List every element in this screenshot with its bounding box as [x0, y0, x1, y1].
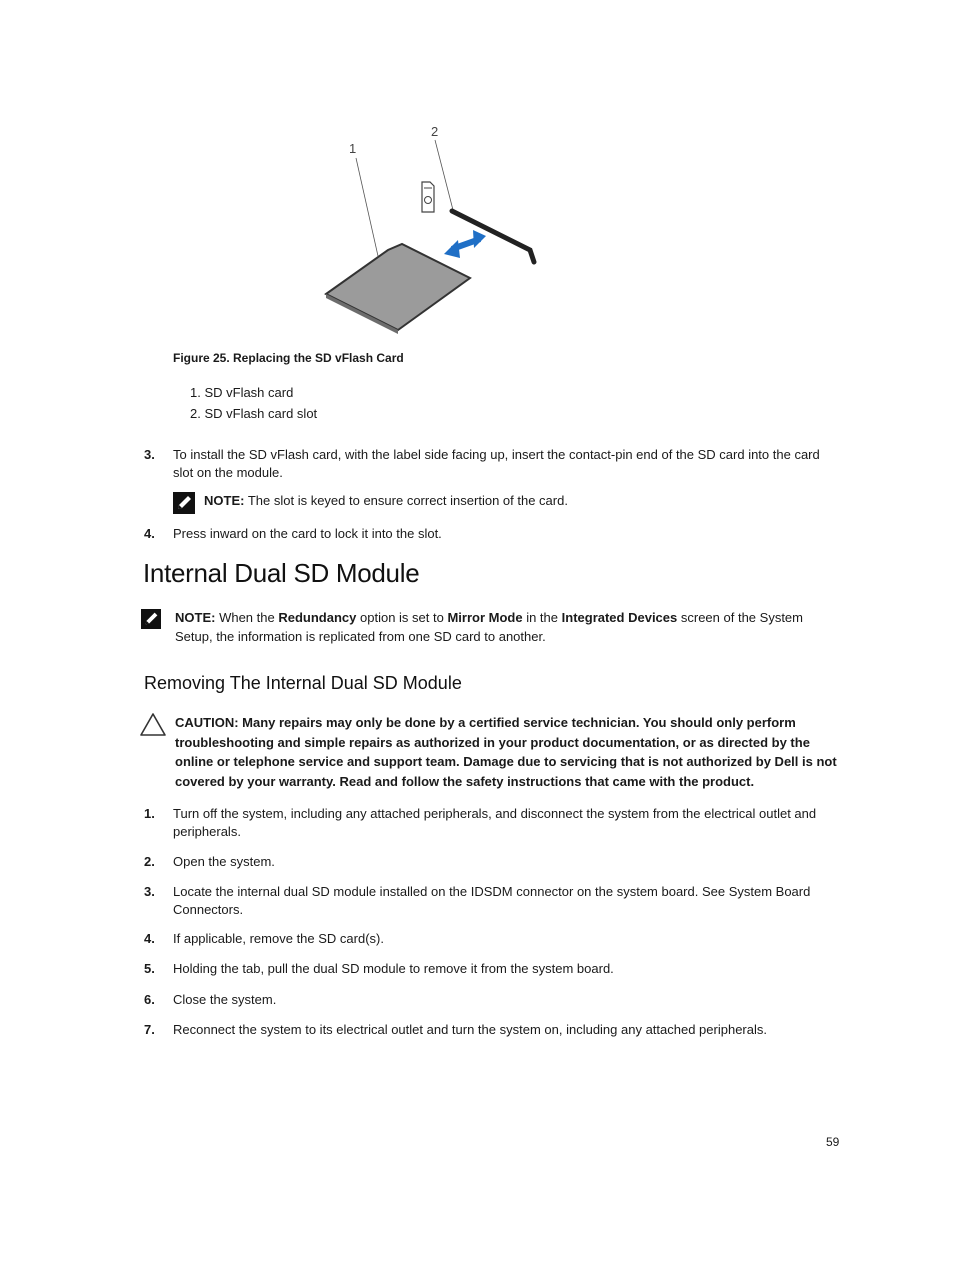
legend-item: 1. SD vFlash card — [190, 385, 294, 400]
removal-step — [144, 960, 834, 978]
removal-step — [144, 1021, 834, 1039]
note-text: The slot is keyed to ensure correct insertion of the card. — [247, 493, 568, 508]
step-number: 7. — [144, 1022, 155, 1037]
step-text: Press inward on the card to lock it into the slot. — [173, 526, 442, 541]
note-emphasis: Mirror Mode — [447, 610, 523, 625]
caution-triangle-icon — [139, 712, 167, 738]
figure-legend — [190, 382, 317, 424]
leader-line-2 — [435, 140, 453, 210]
removal-step — [144, 991, 834, 1009]
step-number: 6. — [144, 992, 155, 1007]
caution-icon-wrapper — [139, 712, 167, 743]
step-number: 4. — [144, 526, 155, 541]
step-text: If applicable, remove the SD card(s). — [173, 931, 384, 946]
step-text: Turn off the system, including any attached peripherals, and disconnect the system from the electrical outlet and peripherals. — [173, 806, 817, 839]
step-text: Close the system. — [173, 992, 277, 1007]
step-text: To install the SD vFlash card, with the label side facing up, insert the contact-pin end of the SD card into the card slot on the module. — [173, 447, 820, 480]
removal-step — [144, 883, 834, 919]
note-text: option is set to — [360, 610, 444, 625]
sd-card — [326, 244, 470, 330]
subsection-title: Removing The Internal Dual SD Module — [144, 673, 462, 693]
pencil-note-icon — [173, 492, 195, 514]
step-number: 5. — [144, 961, 155, 976]
page-number: 59 — [826, 1135, 840, 1149]
sd-vflash-figure — [318, 118, 548, 338]
note-label: NOTE: — [175, 610, 216, 625]
sd-card-illustration — [318, 118, 548, 338]
note-text: When the — [219, 610, 275, 625]
figure-caption: Figure 25. Replacing the SD vFlash Card — [173, 351, 404, 365]
install-step — [144, 446, 834, 482]
callout-2: 2 — [431, 124, 439, 139]
step-number: 3. — [144, 447, 155, 462]
leader-line-1 — [356, 158, 378, 256]
step-text: Locate the internal dual SD module installed on the IDSDM connector on the system board. See System Board Connectors. — [173, 884, 811, 917]
step-number: 3. — [144, 884, 155, 899]
section-title: Internal Dual SD Module — [143, 558, 420, 588]
removal-step — [144, 805, 834, 841]
legend-item: 2. SD vFlash card slot — [190, 406, 318, 421]
note-emphasis: Integrated Devices — [561, 610, 678, 625]
note-redundancy — [175, 608, 835, 646]
step-number: 2. — [144, 854, 155, 869]
step-text: Reconnect the system to its electrical outlet and turn the system on, including any attached peripherals. — [173, 1022, 767, 1037]
install-step — [144, 525, 834, 543]
step-text: Open the system. — [173, 854, 275, 869]
note-slot-keyed — [204, 491, 568, 510]
note-text: screen of the System Setup, the information is replicated from one SD card to another. — [175, 610, 803, 644]
step-number: 1. — [144, 806, 155, 821]
removal-step — [144, 853, 834, 871]
removal-step — [144, 930, 834, 948]
card-slot — [452, 211, 534, 262]
note-text: in the — [526, 610, 559, 625]
caution-text: CAUTION: Many repairs may only be done by a certified service technician. You should only perform troubleshooting and simple repairs as authorized in your product documentation, or as directed by the online or telephone service and support team. Damage due to servicing that is not authorized by Dell is not covered by your warranty. Read and follow the safety instructions that came with the product. — [175, 715, 837, 789]
insert-arrow-head-left — [444, 240, 460, 258]
note-label: NOTE: — [204, 493, 245, 508]
insert-arrow-head-right — [473, 230, 486, 248]
pencil-note-icon — [141, 609, 161, 629]
note-icon-wrapper — [141, 609, 161, 634]
step-text: Holding the tab, pull the dual SD module to remove it from the system board. — [173, 961, 614, 976]
note-icon-wrapper — [173, 492, 195, 519]
callout-1: 1 — [349, 141, 357, 156]
sd-slot-icon — [422, 182, 434, 212]
step-number: 4. — [144, 931, 155, 946]
note-emphasis: Redundancy — [278, 610, 357, 625]
